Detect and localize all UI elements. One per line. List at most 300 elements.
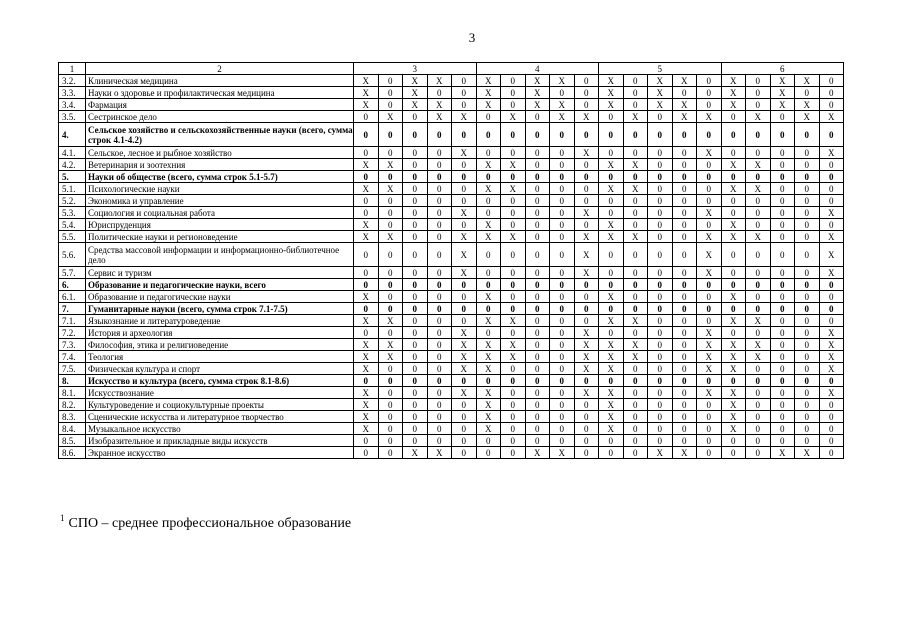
value-cell: 0 [672, 231, 697, 243]
row-name: Сельское, лесное и рыбное хозяйство [86, 147, 354, 159]
row-name: Фармация [86, 99, 354, 111]
value-cell: 0 [672, 411, 697, 423]
value-cell: 0 [501, 363, 526, 375]
table-row [59, 147, 844, 159]
value-cell: 0 [648, 291, 673, 303]
value-cell: 0 [623, 207, 648, 219]
value-cell: 0 [525, 147, 550, 159]
value-cell: 0 [550, 147, 575, 159]
value-cell: 0 [378, 327, 403, 339]
value-cell: 0 [476, 243, 501, 267]
value-cell: 0 [452, 447, 477, 459]
value-cell: 0 [501, 387, 526, 399]
row-name: Сервис и туризм [86, 267, 354, 279]
value-cell: 0 [746, 375, 771, 387]
row-number: 5.2. [59, 195, 86, 207]
value-cell: 0 [746, 171, 771, 183]
value-cell: X [525, 87, 550, 99]
value-cell: X [599, 183, 624, 195]
row-name: Сельское хозяйство и сельскохозяйственные науки (всего, сумма строк 4.1-4.2) [86, 123, 354, 147]
value-cell: X [476, 231, 501, 243]
value-cell: X [721, 183, 746, 195]
row-number: 8.1. [59, 387, 86, 399]
value-cell: 0 [672, 327, 697, 339]
value-cell: 0 [795, 207, 820, 219]
value-cell: 0 [599, 303, 624, 315]
header-cell-col-4: 4 [476, 63, 599, 75]
value-cell: 0 [819, 435, 844, 447]
value-cell: 0 [795, 231, 820, 243]
value-cell: 0 [648, 171, 673, 183]
value-cell: X [648, 447, 673, 459]
value-cell: 0 [599, 447, 624, 459]
value-cell: 0 [403, 123, 428, 147]
value-cell: 0 [795, 195, 820, 207]
value-cell: 0 [403, 243, 428, 267]
value-cell: 0 [525, 435, 550, 447]
row-name: Психологические науки [86, 183, 354, 195]
value-cell: 0 [746, 303, 771, 315]
value-cell: 0 [501, 267, 526, 279]
value-cell: 0 [819, 183, 844, 195]
value-cell: X [378, 231, 403, 243]
header-cell-col-1: 1 [59, 63, 86, 75]
row-number: 8.3. [59, 411, 86, 423]
value-cell: X [354, 411, 379, 423]
value-cell: X [770, 99, 795, 111]
value-cell: 0 [550, 387, 575, 399]
row-name: Экономика и управление [86, 195, 354, 207]
value-cell: 0 [378, 195, 403, 207]
table-row [59, 87, 844, 99]
row-number: 3.4. [59, 99, 86, 111]
value-cell: 0 [819, 171, 844, 183]
value-cell: 0 [819, 195, 844, 207]
row-number: 8.2. [59, 399, 86, 411]
value-cell: X [819, 267, 844, 279]
value-cell: 0 [648, 219, 673, 231]
value-cell: 0 [525, 303, 550, 315]
value-cell: 0 [795, 171, 820, 183]
row-name: Изобразительное и прикладные виды искусств [86, 435, 354, 447]
footnote [60, 513, 351, 532]
value-cell: X [721, 159, 746, 171]
value-cell: 0 [648, 327, 673, 339]
table-row [59, 207, 844, 219]
row-name: Ветеринария и зоотехния [86, 159, 354, 171]
value-cell: 0 [648, 399, 673, 411]
value-cell: 0 [550, 375, 575, 387]
value-cell: X [819, 207, 844, 219]
value-cell: 0 [623, 147, 648, 159]
value-cell: 0 [550, 363, 575, 375]
value-cell: X [795, 99, 820, 111]
value-cell: X [501, 315, 526, 327]
row-number: 3.3. [59, 87, 86, 99]
row-number: 7.2. [59, 327, 86, 339]
value-cell: 0 [427, 291, 452, 303]
value-cell: 0 [452, 171, 477, 183]
value-cell: 0 [574, 159, 599, 171]
row-number: 5.1. [59, 183, 86, 195]
value-cell: 0 [427, 243, 452, 267]
value-cell: 0 [452, 411, 477, 423]
value-cell: 0 [721, 435, 746, 447]
value-cell: 0 [427, 195, 452, 207]
value-cell: 0 [795, 183, 820, 195]
value-cell: 0 [770, 363, 795, 375]
value-cell: 0 [501, 423, 526, 435]
value-cell: 0 [452, 87, 477, 99]
value-cell: 0 [721, 171, 746, 183]
value-cell: X [721, 423, 746, 435]
value-cell: X [819, 243, 844, 267]
table-row [59, 423, 844, 435]
value-cell: X [476, 399, 501, 411]
value-cell: X [427, 111, 452, 123]
value-cell: 0 [427, 171, 452, 183]
value-cell: 0 [672, 423, 697, 435]
qualification-table [58, 62, 844, 459]
value-cell: 0 [427, 327, 452, 339]
value-cell: X [525, 75, 550, 87]
value-cell: X [452, 351, 477, 363]
value-cell: 0 [770, 375, 795, 387]
value-cell: X [452, 111, 477, 123]
value-cell: X [574, 231, 599, 243]
value-cell: 0 [721, 147, 746, 159]
value-cell: 0 [427, 339, 452, 351]
value-cell: 0 [501, 147, 526, 159]
value-cell: X [501, 111, 526, 123]
value-cell: 0 [648, 183, 673, 195]
value-cell: X [452, 387, 477, 399]
value-cell: 0 [697, 375, 722, 387]
value-cell: 0 [476, 111, 501, 123]
value-cell: X [770, 447, 795, 459]
value-cell: X [354, 183, 379, 195]
value-cell: 0 [525, 123, 550, 147]
table-row [59, 159, 844, 171]
value-cell: 0 [476, 195, 501, 207]
value-cell: 0 [795, 351, 820, 363]
value-cell: 0 [623, 219, 648, 231]
value-cell: 0 [427, 411, 452, 423]
value-cell: 0 [746, 363, 771, 375]
row-number: 8.6. [59, 447, 86, 459]
value-cell: X [795, 111, 820, 123]
value-cell: 0 [648, 279, 673, 291]
row-number: 4. [59, 123, 86, 147]
value-cell: 0 [403, 435, 428, 447]
value-cell: 0 [452, 435, 477, 447]
value-cell: 0 [721, 267, 746, 279]
value-cell: 0 [525, 183, 550, 195]
value-cell: 0 [672, 195, 697, 207]
table-row [59, 363, 844, 375]
row-name: Юриспруденция [86, 219, 354, 231]
value-cell: 0 [525, 267, 550, 279]
value-cell: 0 [623, 195, 648, 207]
value-cell: X [354, 99, 379, 111]
value-cell: 0 [770, 231, 795, 243]
value-cell: 0 [746, 291, 771, 303]
value-cell: 0 [476, 435, 501, 447]
value-cell: 0 [795, 387, 820, 399]
value-cell: 0 [623, 171, 648, 183]
value-cell: 0 [427, 387, 452, 399]
value-cell: X [354, 87, 379, 99]
table-row [59, 375, 844, 387]
value-cell: 0 [697, 399, 722, 411]
value-cell: 0 [819, 423, 844, 435]
value-cell: 0 [525, 243, 550, 267]
value-cell: X [599, 87, 624, 99]
row-number: 7.4. [59, 351, 86, 363]
value-cell: X [623, 159, 648, 171]
value-cell: 0 [648, 423, 673, 435]
value-cell: X [378, 315, 403, 327]
value-cell: 0 [550, 243, 575, 267]
value-cell: 0 [599, 279, 624, 291]
value-cell: 0 [525, 291, 550, 303]
value-cell: 0 [501, 87, 526, 99]
table-row [59, 231, 844, 243]
value-cell: 0 [476, 279, 501, 291]
value-cell: X [354, 387, 379, 399]
value-cell: X [697, 207, 722, 219]
value-cell: 0 [525, 375, 550, 387]
footnote-marker: 1 [60, 513, 65, 523]
value-cell: 0 [378, 123, 403, 147]
value-cell: 0 [648, 387, 673, 399]
value-cell: X [378, 111, 403, 123]
value-cell: 0 [550, 291, 575, 303]
value-cell: 0 [623, 447, 648, 459]
value-cell: X [378, 339, 403, 351]
value-cell: 0 [476, 303, 501, 315]
value-cell: X [721, 231, 746, 243]
table-row [59, 219, 844, 231]
value-cell: X [623, 339, 648, 351]
row-name: Философия, этика и религиоведение [86, 339, 354, 351]
value-cell: 0 [476, 147, 501, 159]
value-cell: X [599, 231, 624, 243]
value-cell: X [599, 315, 624, 327]
value-cell: 0 [501, 327, 526, 339]
value-cell: 0 [501, 411, 526, 423]
value-cell: 0 [819, 315, 844, 327]
value-cell: X [721, 363, 746, 375]
value-cell: 0 [403, 171, 428, 183]
value-cell: 0 [770, 147, 795, 159]
value-cell: 0 [770, 435, 795, 447]
row-number: 6.1. [59, 291, 86, 303]
value-cell: 0 [697, 315, 722, 327]
value-cell: X [599, 411, 624, 423]
value-cell: 0 [648, 303, 673, 315]
value-cell: X [648, 75, 673, 87]
value-cell: 0 [770, 399, 795, 411]
value-cell: 0 [795, 375, 820, 387]
value-cell: 0 [599, 111, 624, 123]
value-cell: 0 [795, 399, 820, 411]
value-cell: X [403, 99, 428, 111]
value-cell: 0 [795, 363, 820, 375]
value-cell: X [623, 315, 648, 327]
value-cell: X [427, 75, 452, 87]
value-cell: 0 [697, 99, 722, 111]
value-cell: 0 [648, 315, 673, 327]
value-cell: 0 [721, 243, 746, 267]
value-cell: 0 [623, 375, 648, 387]
value-cell: 0 [648, 159, 673, 171]
value-cell: 0 [672, 375, 697, 387]
value-cell: 0 [721, 375, 746, 387]
value-cell: 0 [525, 315, 550, 327]
value-cell: 0 [819, 279, 844, 291]
table-row [59, 279, 844, 291]
value-cell: X [452, 147, 477, 159]
value-cell: 0 [795, 339, 820, 351]
value-cell: 0 [378, 279, 403, 291]
value-cell: 0 [770, 279, 795, 291]
value-cell: 0 [623, 75, 648, 87]
value-cell: X [746, 351, 771, 363]
value-cell: 0 [746, 87, 771, 99]
value-cell: 0 [623, 387, 648, 399]
table-row [59, 435, 844, 447]
row-number: 7.3. [59, 339, 86, 351]
value-cell: X [697, 327, 722, 339]
row-name: Языкознание и литературоведение [86, 315, 354, 327]
value-cell: 0 [648, 351, 673, 363]
value-cell: 0 [648, 411, 673, 423]
value-cell: X [721, 87, 746, 99]
value-cell: 0 [378, 267, 403, 279]
value-cell: X [378, 183, 403, 195]
value-cell: 0 [550, 231, 575, 243]
value-cell: 0 [403, 219, 428, 231]
table-row [59, 75, 844, 87]
value-cell: 0 [403, 231, 428, 243]
value-cell: 0 [819, 291, 844, 303]
value-cell: X [623, 111, 648, 123]
value-cell: X [697, 267, 722, 279]
value-cell: 0 [378, 363, 403, 375]
value-cell: 0 [550, 171, 575, 183]
value-cell: 0 [672, 147, 697, 159]
value-cell: 0 [354, 447, 379, 459]
value-cell: 0 [501, 399, 526, 411]
value-cell: X [476, 159, 501, 171]
value-cell: X [476, 75, 501, 87]
row-name: Науки об обществе (всего, сумма строк 5.1-5.7) [86, 171, 354, 183]
value-cell: 0 [378, 447, 403, 459]
value-cell: 0 [819, 123, 844, 147]
row-name: Образование и педагогические науки [86, 291, 354, 303]
value-cell: 0 [746, 219, 771, 231]
value-cell: 0 [378, 87, 403, 99]
value-cell: 0 [403, 423, 428, 435]
value-cell: 0 [574, 195, 599, 207]
value-cell: 0 [623, 123, 648, 147]
value-cell: 0 [550, 327, 575, 339]
value-cell: X [599, 399, 624, 411]
value-cell: X [770, 75, 795, 87]
value-cell: 0 [648, 375, 673, 387]
value-cell: X [403, 75, 428, 87]
value-cell: 0 [721, 111, 746, 123]
value-cell: 0 [403, 147, 428, 159]
value-cell: 0 [770, 267, 795, 279]
value-cell: 0 [746, 411, 771, 423]
value-cell: 0 [378, 291, 403, 303]
value-cell: 0 [427, 423, 452, 435]
value-cell: 0 [770, 351, 795, 363]
value-cell: X [721, 411, 746, 423]
value-cell: 0 [427, 363, 452, 375]
value-cell: X [574, 339, 599, 351]
value-cell: 0 [795, 219, 820, 231]
value-cell: 0 [795, 87, 820, 99]
value-cell: 0 [697, 219, 722, 231]
value-cell: 0 [378, 99, 403, 111]
value-cell: 0 [427, 267, 452, 279]
value-cell: 0 [427, 123, 452, 147]
header-cell-col-5: 5 [599, 63, 722, 75]
value-cell: 0 [354, 375, 379, 387]
value-cell: 0 [648, 147, 673, 159]
value-cell: X [746, 339, 771, 351]
value-cell: 0 [599, 267, 624, 279]
value-cell: 0 [354, 207, 379, 219]
table-row [59, 399, 844, 411]
table-row [59, 111, 844, 123]
value-cell: 0 [550, 423, 575, 435]
value-cell: X [354, 159, 379, 171]
value-cell: 0 [697, 447, 722, 459]
value-cell: X [819, 363, 844, 375]
table-row [59, 315, 844, 327]
value-cell: 0 [476, 375, 501, 387]
value-cell: 0 [452, 123, 477, 147]
value-cell: 0 [721, 195, 746, 207]
value-cell: 0 [550, 123, 575, 147]
value-cell: X [746, 159, 771, 171]
value-cell: 0 [697, 171, 722, 183]
value-cell: X [599, 75, 624, 87]
value-cell: X [697, 231, 722, 243]
value-cell: 0 [819, 87, 844, 99]
value-cell: X [599, 423, 624, 435]
value-cell: 0 [672, 387, 697, 399]
row-number: 3.5. [59, 111, 86, 123]
value-cell: X [501, 231, 526, 243]
value-cell: X [452, 339, 477, 351]
value-cell: 0 [378, 147, 403, 159]
value-cell: 0 [427, 87, 452, 99]
value-cell: 0 [721, 327, 746, 339]
value-cell: 0 [403, 303, 428, 315]
value-cell: 0 [770, 183, 795, 195]
value-cell: 0 [819, 411, 844, 423]
value-cell: X [819, 147, 844, 159]
value-cell: 0 [378, 387, 403, 399]
value-cell: 0 [525, 279, 550, 291]
value-cell: X [452, 363, 477, 375]
value-cell: 0 [501, 171, 526, 183]
